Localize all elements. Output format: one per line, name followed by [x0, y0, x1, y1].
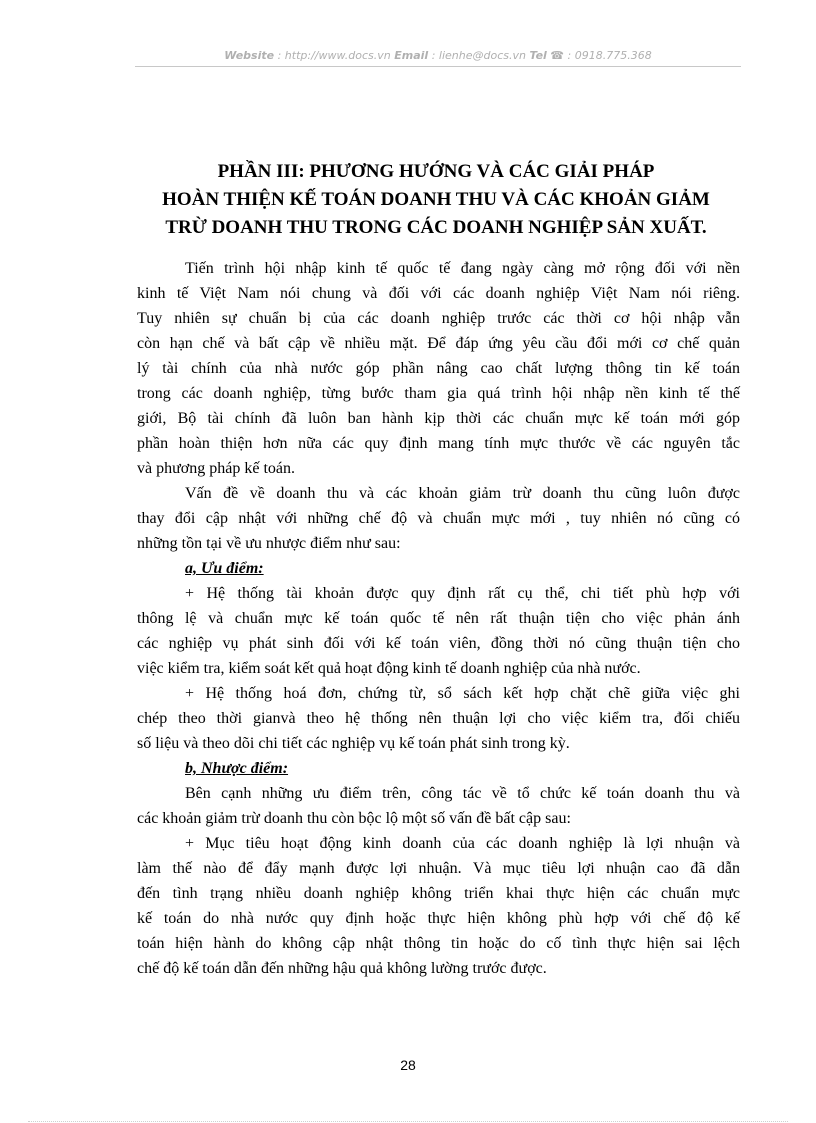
text-line: lý tài chính của nhà nước góp phần nâng cao chất lượng thông tin kế toán: [137, 360, 740, 377]
text-line: + Mục tiêu hoạt động kinh doanh của các doanh nghiệp là lợi nhuận và: [185, 835, 740, 852]
text-line: + Hệ thống tài khoản được quy định rất cụ thể, chi tiết phù hợp với: [185, 585, 740, 602]
text-line: giới, Bộ tài chính đã luôn ban hành kịp thời các chuẩn mực kế toán mới góp: [137, 410, 740, 427]
email-label: Email: [394, 49, 429, 62]
text-line: toán hiện hành do không cập nhật thông tin hoặc do cố tình thực hiện sai lệch: [137, 935, 740, 952]
title-line-2: HOÀN THIỆN KẾ TOÁN DOANH THU VÀ CÁC KHOẢN GIẢM: [162, 189, 710, 210]
text-line: chế độ kế toán dẫn đến những hậu quả không lường trước được.: [137, 960, 547, 977]
text-line: làm thế nào để đẩy mạnh được lợi nhuận. Và mục tiêu lợi nhuận cao đã dẫn: [137, 860, 740, 877]
text-line: các khoản giảm trừ doanh thu còn bộc lộ một số vấn đề bất cập sau:: [137, 810, 571, 827]
text-line: các nghiệp vụ phát sinh đối với kế toán viên, đồng thời nó cũng thuận tiện cho: [137, 635, 740, 652]
text-line: kế toán do nhà nước quy định hoặc thực hiện không phù hợp với chế độ kế: [137, 910, 740, 927]
header-divider: [135, 66, 741, 67]
title-line-1: PHẦN III: PHƯƠNG HƯỚNG VÀ CÁC GIẢI PHÁP: [217, 161, 655, 182]
tel-label: Tel: [529, 49, 547, 62]
text-line: trong các doanh nghiệp, từng bước tham gia quá trình hội nhập nền kinh tế thế: [137, 385, 740, 402]
text-line: số liệu và theo dõi chi tiết các nghiệp vụ kế toán phát sinh trong kỳ.: [137, 735, 570, 752]
page-number: 28: [400, 1057, 416, 1073]
text-line: Vấn đề về doanh thu và các khoản giảm trừ doanh thu cũng luôn được: [185, 485, 740, 502]
text-line: và phương pháp kế toán.: [137, 460, 295, 477]
website-label: Website: [224, 49, 275, 62]
text-line: còn hạn chế và bất cập về nhiều mặt. Để đáp ứng yêu cầu đổi mới cơ chế quản: [137, 335, 740, 352]
body-text: [137, 256, 740, 981]
text-line: chép theo thời gianvà theo hệ thống nên thuận lợi cho việc kiểm tra, đối chiếu: [137, 710, 740, 727]
tel-value: ☎ : 0918.775.368: [546, 49, 652, 62]
text-line: những tồn tại về ưu nhược điểm như sau:: [137, 535, 401, 552]
footer-divider: [28, 1121, 788, 1122]
page-header: [135, 49, 741, 62]
text-line: thông lệ và chuẩn mực kế toán quốc tế nên rất thuận tiện cho việc phản ánh: [137, 610, 740, 627]
email-value: : lienhe@docs.vn: [428, 49, 530, 62]
text-line: kinh tế Việt Nam nói chung và đối với các doanh nghiệp Việt Nam nói riêng.: [137, 285, 740, 302]
website-value: : http://www.docs.vn: [274, 49, 395, 62]
subheading-advantages: a, Ưu điểm:: [185, 560, 264, 577]
text-line: Tiến trình hội nhập kinh tế quốc tế đang ngày càng mở rộng đối với nền: [185, 260, 740, 277]
text-line: thay đổi cập nhật với những chế độ và chuẩn mực mới , tuy nhiên nó cũng có: [137, 510, 740, 527]
title-line-3: TRỪ DOANH THU TRONG CÁC DOANH NGHIỆP SẢN XUẤT.: [165, 217, 707, 238]
text-line: đến tình trạng nhiều doanh nghiệp không triển khai thực hiện các chuẩn mực: [137, 885, 740, 902]
text-line: phần hoàn thiện hơn nữa các quy định mang tính mực thước về các nguyên tắc: [137, 435, 740, 452]
subheading-disadvantages: b, Nhược điểm:: [185, 760, 289, 777]
text-line: Tuy nhiên sự chuẩn bị của các doanh nghiệp trước các thời cơ hội nhập vẫn: [137, 310, 740, 327]
text-line: Bên cạnh những ưu điểm trên, công tác về tổ chức kế toán doanh thu và: [185, 785, 740, 802]
text-line: + Hệ thống hoá đơn, chứng từ, sổ sách kết hợp chặt chẽ giữa việc ghi: [185, 685, 740, 702]
section-title: [120, 158, 752, 242]
text-line: việc kiểm tra, kiểm soát kết quả hoạt động kinh tế doanh nghiệp của nhà nước.: [137, 660, 641, 677]
